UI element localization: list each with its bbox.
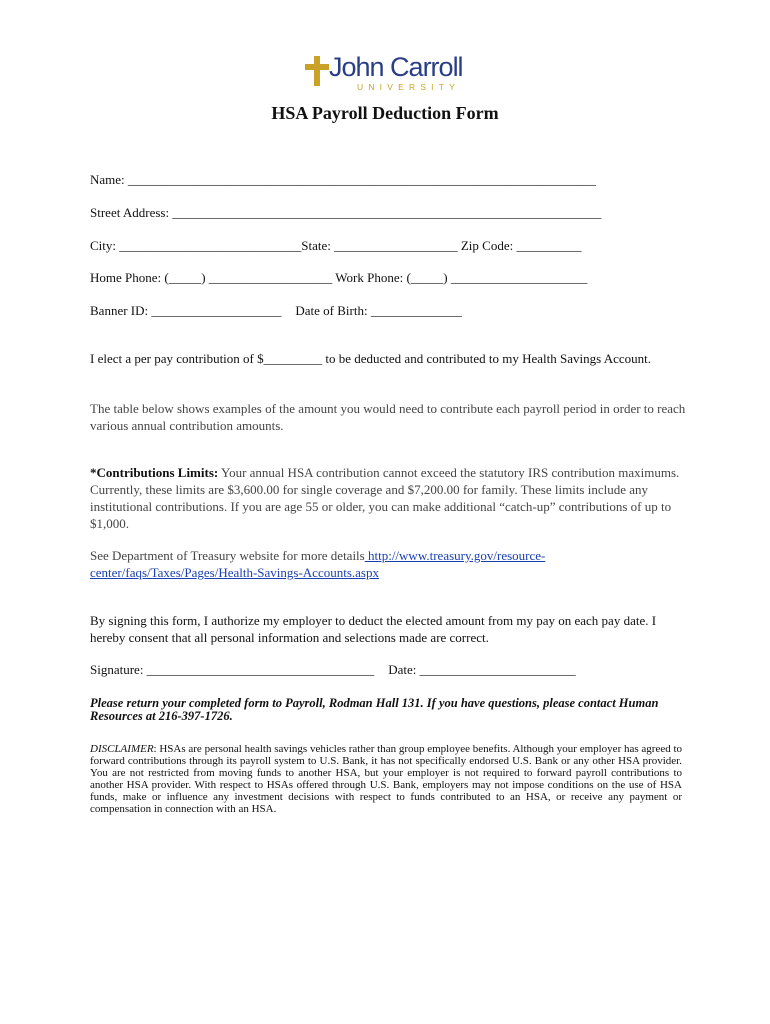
disclaimer-label: DISCLAIMER	[90, 743, 154, 755]
signature-field[interactable]: Signature: ___________________________________	[90, 662, 375, 677]
treasury-text: See Department of Treasury website for more details	[90, 548, 365, 563]
phone-fields[interactable]: Home Phone: (_____) ___________________ Work Phone: (_____) _____________________	[90, 270, 588, 285]
banner-id-field[interactable]: Banner ID: ____________________	[90, 303, 282, 318]
logo-subtitle: UNIVERSITY	[357, 82, 461, 92]
limits-heading: *Contributions Limits:	[90, 465, 219, 480]
name-field[interactable]: Name: ________________________________________________________________________	[90, 172, 596, 187]
disclaimer	[90, 743, 682, 815]
street-address-field[interactable]: Street Address: __________________________________________________________________	[90, 205, 602, 220]
treasury-link[interactable]: http://www.treasury.gov/resource-center/faqs/Taxes/Pages/Health-Savings-Accounts.aspx	[90, 548, 546, 580]
authorization-statement: By signing this form, I authorize my employer to deduct the elected amount from my pay on each pay date. I hereby consent that all personal information and selections made are correct.	[90, 613, 657, 645]
contribution-limits	[90, 464, 690, 532]
cross-icon	[305, 56, 329, 86]
return-notice: Please return your completed form to Payroll, Rodman Hall 131. If you have questions, please contact Human Resources at 216-397-1726.	[90, 696, 659, 723]
signature-row	[90, 662, 576, 678]
university-logo	[305, 52, 470, 94]
form-title: HSA Payroll Deduction Form	[271, 103, 499, 123]
election-statement: I elect a per pay contribution of $_________ to be deducted and contributed to my Health Savings Account.	[90, 351, 652, 366]
table-note: The table below shows examples of the amount you would need to contribute each payroll period in order to reach various annual contribution amounts.	[90, 401, 686, 433]
treasury-note	[90, 547, 690, 581]
city-state-zip-field[interactable]: City: ____________________________State: ___________________ Zip Code: __________	[90, 238, 582, 253]
disclaimer-text: : HSAs are personal health savings vehicles rather than group employee benefits. Although your employer has agreed to forward contributions through its payroll system to U.S. Bank, it has not specifically endorsed U.S. Bank or any other HSA provider. You are not restricted from moving funds to another HSA, but your employer is not required to forward payroll contributions to another HSA provider. With respect to HSAs offered through U.S. Bank, employers may not impose conditions on the use of HSA funds, make or influence any investment decisions with respect to funds contributed to an HSA, or receive any payment or compensation in connection with an HSA.	[90, 743, 683, 815]
date-field[interactable]: Date: ________________________	[388, 662, 576, 677]
date-of-birth-field[interactable]: Date of Birth: ______________	[295, 303, 462, 318]
logo-name: John Carroll	[329, 52, 463, 82]
limits-text: Your annual HSA contribution cannot exceed the statutory IRS contribution maximums. Currently, these limits are $3,600.00 for single coverage and $7,200.00 for family. These limits include any institutional contributions. If you are age 55 or older, you can make additional “catch-up” contributions of up to $1,000.	[90, 465, 680, 531]
banner-id-dob-row	[90, 303, 462, 319]
